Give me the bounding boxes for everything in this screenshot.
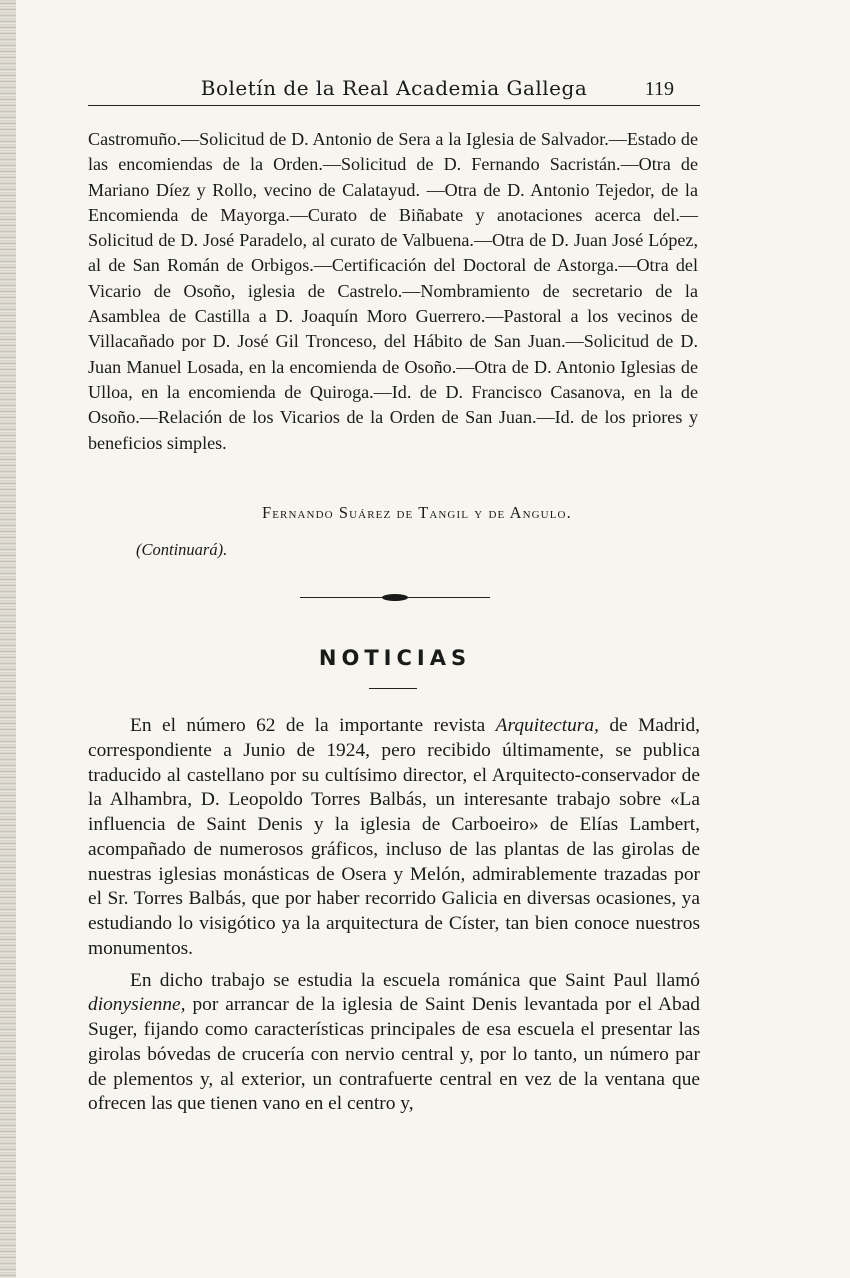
author-signature: Fernando Suárez de Tangil y de Angulo. <box>262 503 572 522</box>
ornament-center <box>382 594 408 601</box>
continued-note: (Continuará). <box>136 540 228 559</box>
noticias-body <box>88 714 700 1117</box>
p1-text-b: de Madrid, correspondiente a Junio de 1924, pero recibido últimamente, se publica traducido al castellano por su cultísimo director, el Arquitecto-conservador de la Alhambra, D. Leopoldo Torres Balbás, un interesante trabajo sobre «La influencia de Saint Denis y la iglesia de Carboeiro» de Elías Lambert, acompañado de numerosos gráficos, incluso de las plantas de las girolas de nuestras iglesias monásticas de Osera y Melón, admirablemente trazadas por el Sr. Torres Balbás, que por haber recorrido Galicia en diversas ocasiones, ya estudiando lo visigótico ya la arquitectura de Císter, tan bien conoce nuestros monumentos. <box>88 715 700 959</box>
document-list-section <box>88 127 698 456</box>
p2-text-a: En dicho trabajo se estudia la escuela románica que Saint Paul llamó <box>130 969 700 991</box>
section-title: NOTICIAS <box>318 646 472 670</box>
p2-text-b: por arrancar de la iglesia de Saint Denis levantada por el Abad Suger, fijando como características principales de esa escuela el presentar las girolas bóvedas de crucería con nervio central y, por lo tanto, un número par de plementos y, al exterior, un contrafuerte central en vez de la ventana que ofrecen las que tienen vano en el centro y, <box>88 994 700 1115</box>
page-number: 119 <box>644 78 674 100</box>
title-underline <box>369 688 417 689</box>
header-rule <box>88 105 700 106</box>
noticias-paragraph-2 <box>88 969 700 1118</box>
noticias-paragraph-1 <box>88 714 700 962</box>
section-divider-ornament <box>300 594 490 602</box>
document-list-paragraph: Castromuño.—Solicitud de D. Antonio de Sera a la Iglesia de Salvador.—Estado de las encomiendas de la Orden.—Solicitud de D. Fernando Sacristán.—Otra de Mariano Díez y Rollo, vecino de Calatayud. —Otra de D. Antonio Tejedor, de la Encomienda de Mayorga.—Curato de Biñabate y anotaciones acerca del.—Solicitud de D. José Paradelo, al curato de Valbuena.—Otra de D. Juan José López, al de San Román de Orbigos.—Certificación del Doctoral de Astorga.—Otra del Vicario de Osoño, iglesia de Castrelo.—Nombramiento de secretario de la Asamblea de Castilla a D. Joaquín Moro Guerrero.—Pastoral a los vecinos de Villacañado por D. José Gil Tronceso, del Hábito de San Juan.—Solicitud de D. Juan Manuel Losada, en la encomienda de Osoño.—Otra de D. Antonio Iglesias de Ulloa, en la encomienda de Quiroga.—Id. de D. Francisco Casanova, en la de Osoño.—Relación de los Vicarios de la Orden de San Juan.—Id. de los priores y beneficios simples. <box>88 129 698 453</box>
scan-binding-edge <box>0 0 16 1278</box>
running-title: Boletín de la Real Academia Gallega <box>200 76 588 100</box>
p1-text-a: En el número 62 de la importante revista <box>130 715 496 736</box>
p1-journal-title: Arquitectura, <box>495 715 599 736</box>
p2-italic-term: dionysienne, <box>88 994 186 1016</box>
page-header <box>88 72 700 106</box>
